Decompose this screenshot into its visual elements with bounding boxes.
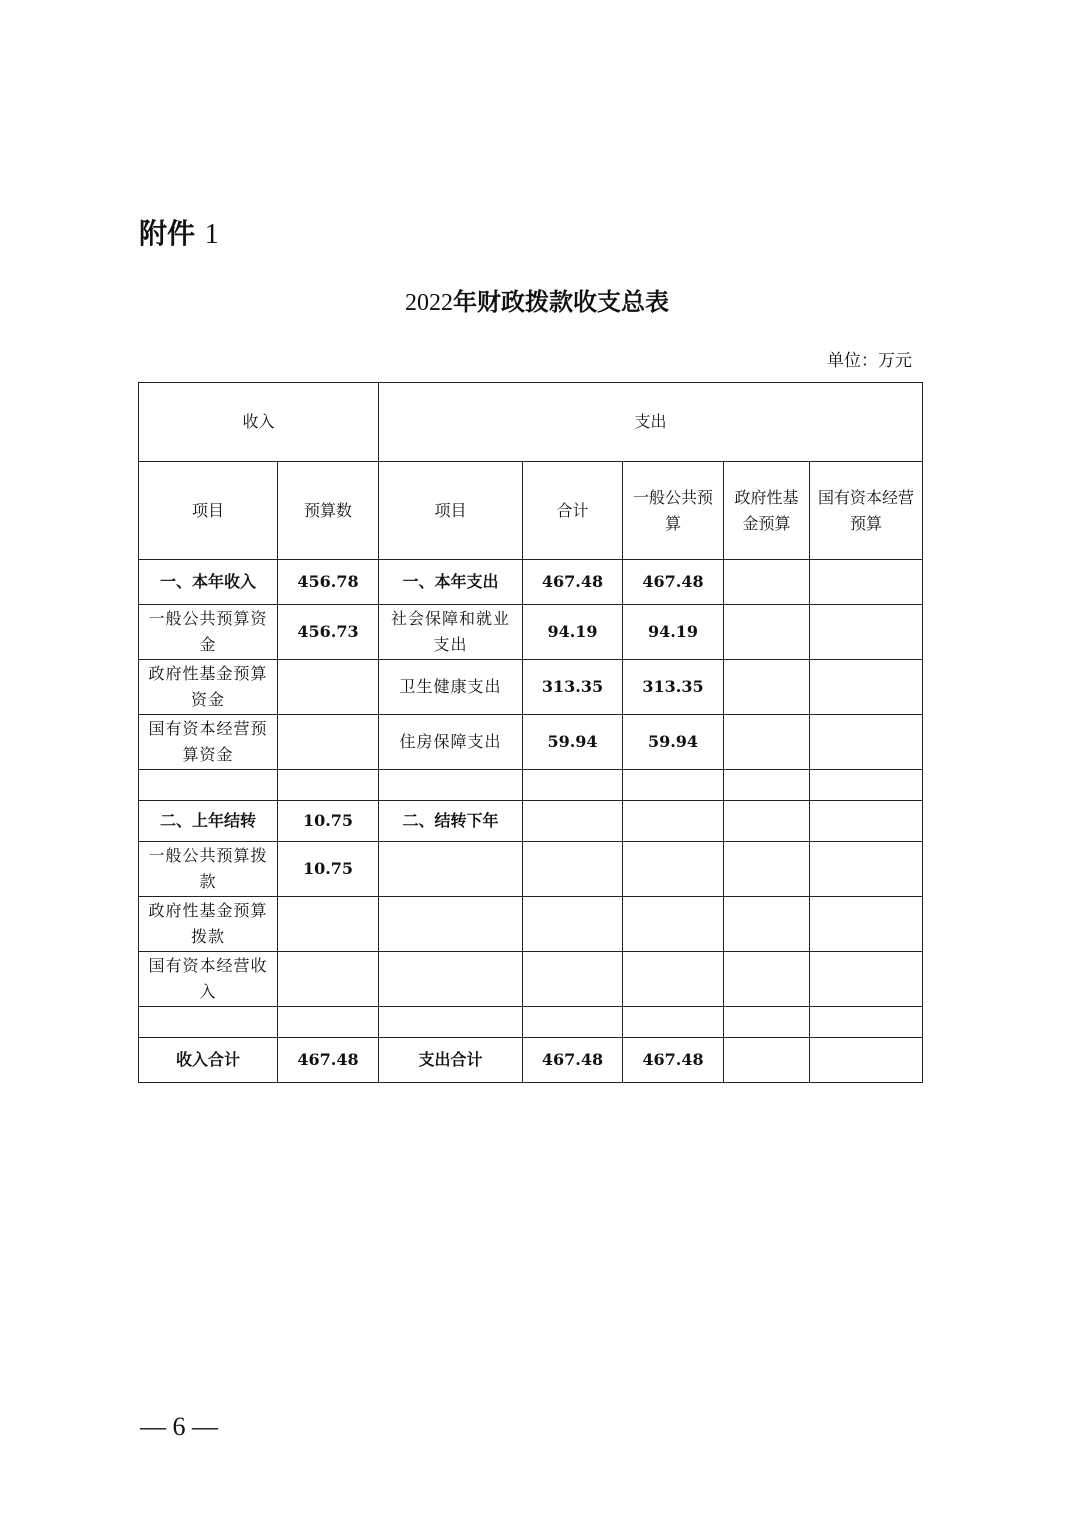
expense-item-cell: 社会保障和就业支出 (379, 605, 523, 660)
total-cell (523, 770, 623, 801)
col-general-budget: 一般公共预算 (623, 462, 724, 560)
table-row (139, 842, 923, 897)
general-cell (623, 952, 724, 1007)
general-cell (623, 842, 724, 897)
page-number: — 6 — (140, 1412, 218, 1441)
state-capital-cell (810, 1007, 923, 1038)
income-item-cell: 国有资本经营收入 (139, 952, 278, 1007)
table-row (139, 801, 923, 842)
total-cell: 59.94 (523, 715, 623, 770)
expense-item-cell (379, 952, 523, 1007)
income-item-cell: 一、本年收入 (139, 560, 278, 605)
income-budget-cell: 467.48 (278, 1038, 379, 1083)
total-cell: 467.48 (523, 1038, 623, 1083)
table-row (139, 1038, 923, 1083)
gov-fund-cell (724, 1038, 810, 1083)
expense-item-cell: 住房保障支出 (379, 715, 523, 770)
group-header-row (139, 383, 923, 462)
income-item-cell: 政府性基金预算拨款 (139, 897, 278, 952)
income-budget-cell (278, 897, 379, 952)
income-budget-cell: 10.75 (278, 842, 379, 897)
state-capital-cell (810, 660, 923, 715)
col-gov-fund-budget: 政府性基金预算 (724, 462, 810, 560)
income-budget-cell: 10.75 (278, 801, 379, 842)
gov-fund-cell (724, 770, 810, 801)
total-cell (523, 801, 623, 842)
income-budget-cell: 456.73 (278, 605, 379, 660)
total-cell (523, 897, 623, 952)
general-cell: 467.48 (623, 560, 724, 605)
income-budget-cell (278, 952, 379, 1007)
state-capital-cell (810, 715, 923, 770)
income-item-cell (139, 770, 278, 801)
gov-fund-cell (724, 842, 810, 897)
income-group-header: 收入 (139, 383, 379, 462)
table-row (139, 560, 923, 605)
state-capital-cell (810, 842, 923, 897)
general-cell: 313.35 (623, 660, 724, 715)
income-item-cell: 一般公共预算资金 (139, 605, 278, 660)
income-budget-cell (278, 1007, 379, 1038)
unit-label: 单位：万元 (827, 351, 912, 371)
state-capital-cell (810, 770, 923, 801)
table-row (139, 897, 923, 952)
attachment-label (139, 212, 219, 252)
total-cell (523, 842, 623, 897)
table-row (139, 1007, 923, 1038)
title-text: 年财政拨款收支总表 (453, 288, 669, 316)
income-budget-cell (278, 715, 379, 770)
income-item-cell: 收入合计 (139, 1038, 278, 1083)
state-capital-cell (810, 1038, 923, 1083)
state-capital-cell (810, 897, 923, 952)
total-cell: 467.48 (523, 560, 623, 605)
state-capital-cell (810, 605, 923, 660)
table-row (139, 605, 923, 660)
income-item-cell: 国有资本经营预算资金 (139, 715, 278, 770)
attachment-number: 1 (204, 219, 219, 250)
gov-fund-cell (724, 715, 810, 770)
gov-fund-cell (724, 801, 810, 842)
expense-item-cell (379, 770, 523, 801)
expense-item-cell: 支出合计 (379, 1038, 523, 1083)
col-income-item: 项目 (139, 462, 278, 560)
total-cell: 94.19 (523, 605, 623, 660)
expense-item-cell: 卫生健康支出 (379, 660, 523, 715)
gov-fund-cell (724, 560, 810, 605)
table-row (139, 952, 923, 1007)
general-cell (623, 897, 724, 952)
table-row (139, 770, 923, 801)
general-cell: 467.48 (623, 1038, 724, 1083)
expense-item-cell (379, 1007, 523, 1038)
expense-item-cell (379, 897, 523, 952)
gov-fund-cell (724, 952, 810, 1007)
state-capital-cell (810, 952, 923, 1007)
col-total: 合计 (523, 462, 623, 560)
general-cell: 59.94 (623, 715, 724, 770)
col-state-capital-budget: 国有资本经营预算 (810, 462, 923, 560)
col-income-budget: 预算数 (278, 462, 379, 560)
income-budget-cell (278, 660, 379, 715)
general-cell: 94.19 (623, 605, 724, 660)
gov-fund-cell (724, 897, 810, 952)
state-capital-cell (810, 801, 923, 842)
expense-group-header: 支出 (379, 383, 923, 462)
gov-fund-cell (724, 605, 810, 660)
total-cell (523, 1007, 623, 1038)
general-cell (623, 1007, 724, 1038)
col-expense-item: 项目 (379, 462, 523, 560)
income-item-cell: 政府性基金预算资金 (139, 660, 278, 715)
page-title (0, 282, 1074, 317)
expense-item-cell: 一、本年支出 (379, 560, 523, 605)
expense-item-cell: 二、结转下年 (379, 801, 523, 842)
income-budget-cell: 456.78 (278, 560, 379, 605)
income-item-cell (139, 1007, 278, 1038)
table-row (139, 715, 923, 770)
expense-item-cell (379, 842, 523, 897)
attachment-text: 附件 (139, 217, 196, 250)
general-cell (623, 770, 724, 801)
income-item-cell: 一般公共预算拨款 (139, 842, 278, 897)
total-cell (523, 952, 623, 1007)
state-capital-cell (810, 560, 923, 605)
title-year: 2022 (405, 290, 453, 316)
gov-fund-cell (724, 660, 810, 715)
gov-fund-cell (724, 1007, 810, 1038)
income-budget-cell (278, 770, 379, 801)
general-cell (623, 801, 724, 842)
budget-table (138, 382, 923, 1083)
income-item-cell: 二、上年结转 (139, 801, 278, 842)
column-header-row (139, 462, 923, 560)
total-cell: 313.35 (523, 660, 623, 715)
table-row (139, 660, 923, 715)
